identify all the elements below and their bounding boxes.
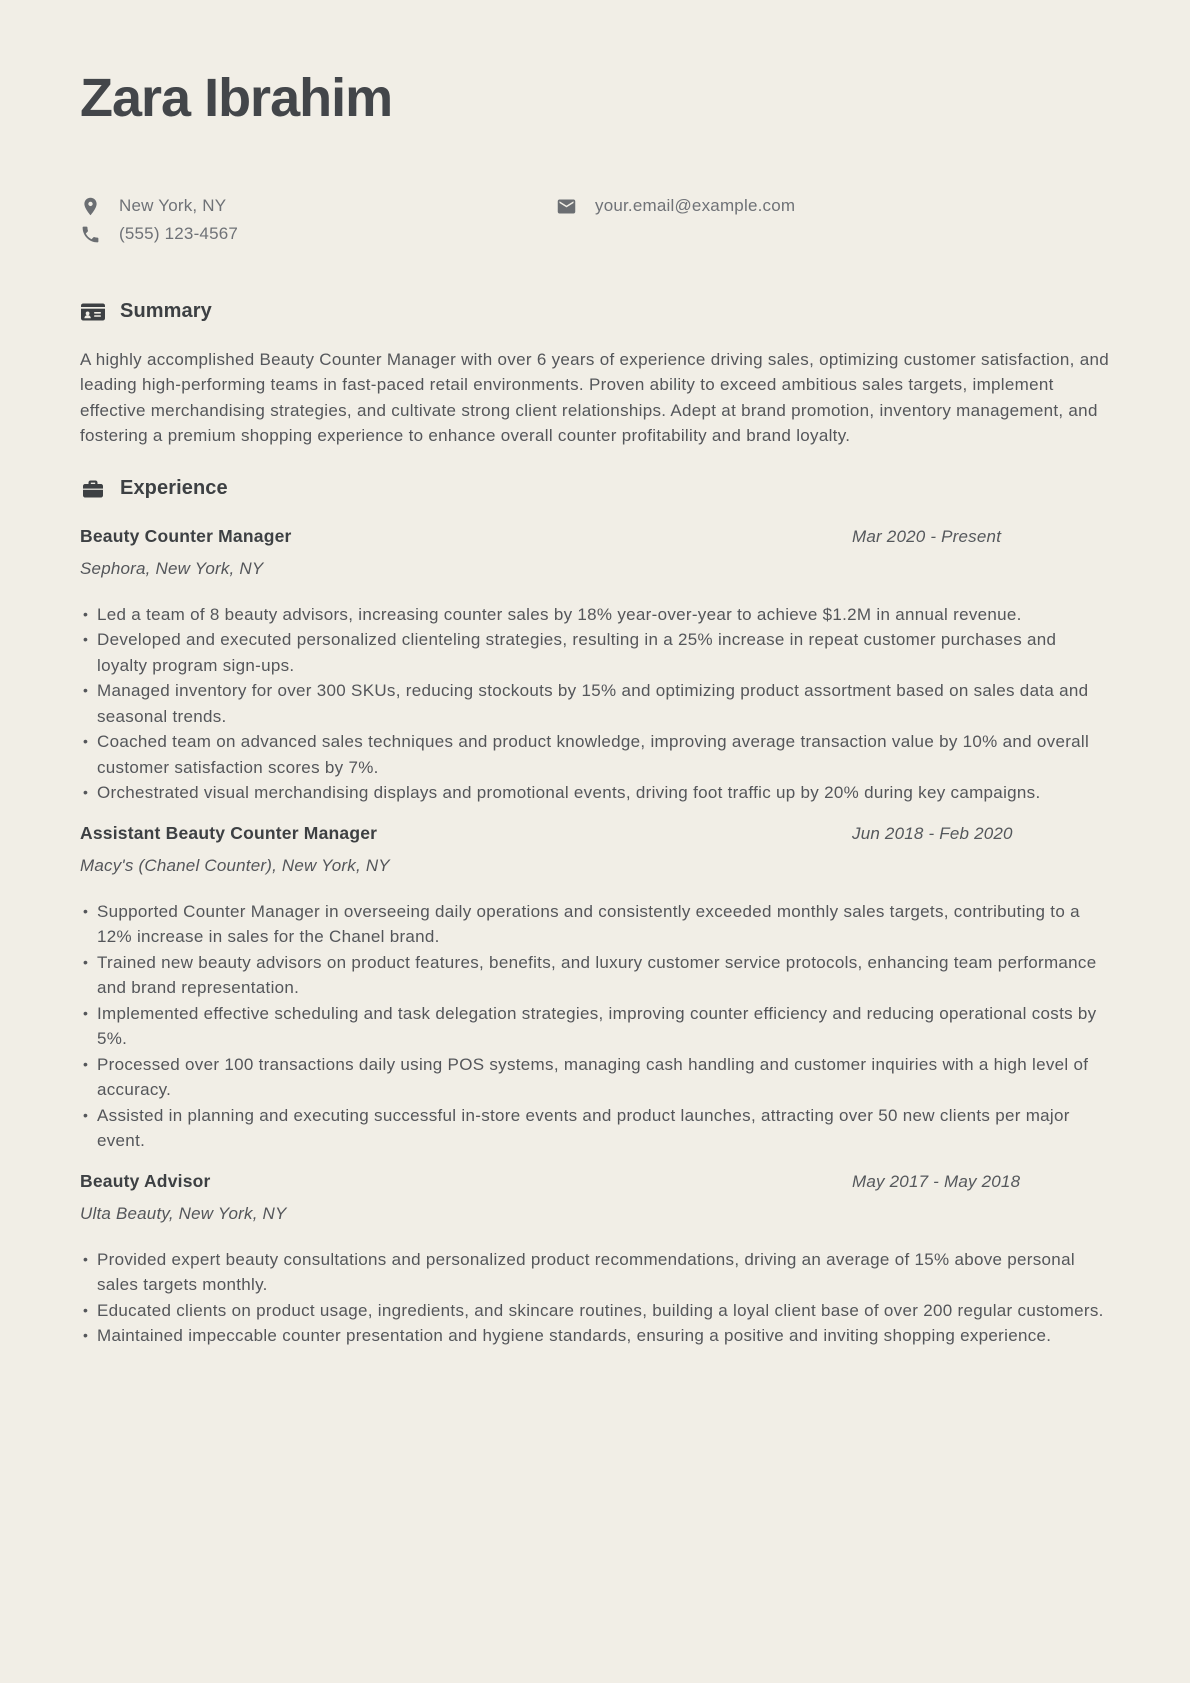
job-bullets xyxy=(80,1247,1110,1349)
job-title: Beauty Counter Manager xyxy=(80,525,292,546)
bullet-text: Educated clients on product usage, ingredients, and skincare routines, building a loyal client base of over 200 regular customers. xyxy=(97,1300,1104,1320)
bullet-text: Supported Counter Manager in overseeing daily operations and consistently exceeded monthly sales targets, contributing to a 12% increase in sales for the Chanel brand. xyxy=(97,901,1080,947)
bullet-text: Assisted in planning and executing successful in-store events and product launches, attracting over 50 new clients per major event. xyxy=(97,1105,1070,1151)
job-header xyxy=(80,1170,1110,1193)
contact-email-text: your.email@example.com xyxy=(595,196,796,216)
experience-heading-text: Experience xyxy=(120,477,228,500)
bullet-text: Orchestrated visual merchandising displays and promotional events, driving foot traffic up by 20% during key campaigns. xyxy=(97,783,1041,803)
job-entry xyxy=(80,525,1110,806)
job-entry xyxy=(80,1170,1110,1349)
bullet-item xyxy=(80,950,1110,1001)
job-dates: Mar 2020 - Present xyxy=(852,526,1002,546)
experience-jobs xyxy=(80,525,1110,1349)
bullet-item xyxy=(80,1298,1110,1324)
envelope-icon xyxy=(556,196,577,217)
job-header xyxy=(80,822,1110,845)
bullet-item xyxy=(80,729,1110,780)
person-name: Zara Ibrahim xyxy=(80,68,393,128)
job-dates: Jun 2018 - Feb 2020 xyxy=(852,823,1013,843)
job-bullets xyxy=(80,602,1110,806)
bullet-text: Provided expert beauty consultations and personalized product recommendations, driving an average of 15% above personal sales targets monthly. xyxy=(97,1249,1075,1295)
job-bullets xyxy=(80,899,1110,1154)
experience-section xyxy=(80,477,1110,1349)
bullet-item xyxy=(80,899,1110,950)
bullet-text: Developed and executed personalized clienteling strategies, resulting in a 25% increase in repeat customer purchases and loyalty program sign-ups. xyxy=(97,630,1057,675)
phone-icon xyxy=(80,224,101,245)
bullet-text: Led a team of 8 beauty advisors, increasing counter sales by 18% year-over-year to achieve $1.2M in annual revenue. xyxy=(97,604,1022,624)
bullet-item xyxy=(80,602,1110,628)
bullet-item xyxy=(80,1323,1110,1349)
summary-heading-text: Summary xyxy=(120,300,212,323)
contact-phone-text: (555) 123-4567 xyxy=(119,224,239,244)
job-company: Macy's (Chanel Counter), New York, NY xyxy=(80,855,390,875)
contact-location xyxy=(80,196,556,217)
bullet-item xyxy=(80,1052,1110,1103)
contact-section xyxy=(80,193,1110,248)
briefcase-icon xyxy=(80,477,106,501)
summary-heading xyxy=(80,300,1110,324)
job-entry xyxy=(80,822,1110,1154)
job-title: Assistant Beauty Counter Manager xyxy=(80,822,378,843)
contact-email xyxy=(556,196,1110,217)
bullet-item xyxy=(80,1001,1110,1052)
summary-section xyxy=(80,300,1110,449)
bullet-item xyxy=(80,678,1110,729)
experience-heading xyxy=(80,477,1110,501)
bullet-text: Coached team on advanced sales techniques and product knowledge, improving average transaction value by 10% and overall customer satisfaction scores by 7%. xyxy=(97,732,1090,777)
job-header xyxy=(80,525,1110,548)
bullet-item xyxy=(80,780,1110,806)
job-company: Sephora, New York, NY xyxy=(80,558,264,578)
bullet-text: Processed over 100 transactions daily using POS systems, managing cash handling and customer inquiries with a high level of accuracy. xyxy=(97,1054,1089,1100)
location-pin-icon xyxy=(80,196,101,217)
job-dates: May 2017 - May 2018 xyxy=(852,1171,1021,1191)
bullet-item xyxy=(80,1247,1110,1298)
job-title: Beauty Advisor xyxy=(80,1170,211,1191)
bullet-item xyxy=(80,1103,1110,1154)
id-card-icon xyxy=(80,300,106,324)
bullet-text: Implemented effective scheduling and task delegation strategies, improving counter efficiency and reducing operational costs by 5%. xyxy=(97,1003,1097,1049)
bullet-text: Managed inventory for over 300 SKUs, reducing stockouts by 15% and optimizing product assortment based on sales data and seasonal trends. xyxy=(97,681,1089,726)
bullet-text: Maintained impeccable counter presentation and hygiene standards, ensuring a positive and inviting shopping experience. xyxy=(97,1326,1052,1346)
contact-phone xyxy=(80,224,556,245)
contact-location-text: New York, NY xyxy=(119,196,227,216)
bullet-item xyxy=(80,627,1110,678)
job-company: Ulta Beauty, New York, NY xyxy=(80,1203,287,1223)
bullet-text: Trained new beauty advisors on product features, benefits, and luxury customer service protocols, enhancing team performance and brand representation. xyxy=(97,952,1097,998)
summary-paragraph: A highly accomplished Beauty Counter Manager with over 6 years of experience driving sales, optimizing customer satisfaction, and leading high-performing teams in fast-paced retail environments. Proven ability to exceed ambitious sales targets, implement effective merchandising strategies, and cultivate strong client relationships. Adept at brand promotion, inventory management, and fostering a premium shopping experience to enhance overall counter profitability and brand loyalty. xyxy=(80,349,1109,446)
